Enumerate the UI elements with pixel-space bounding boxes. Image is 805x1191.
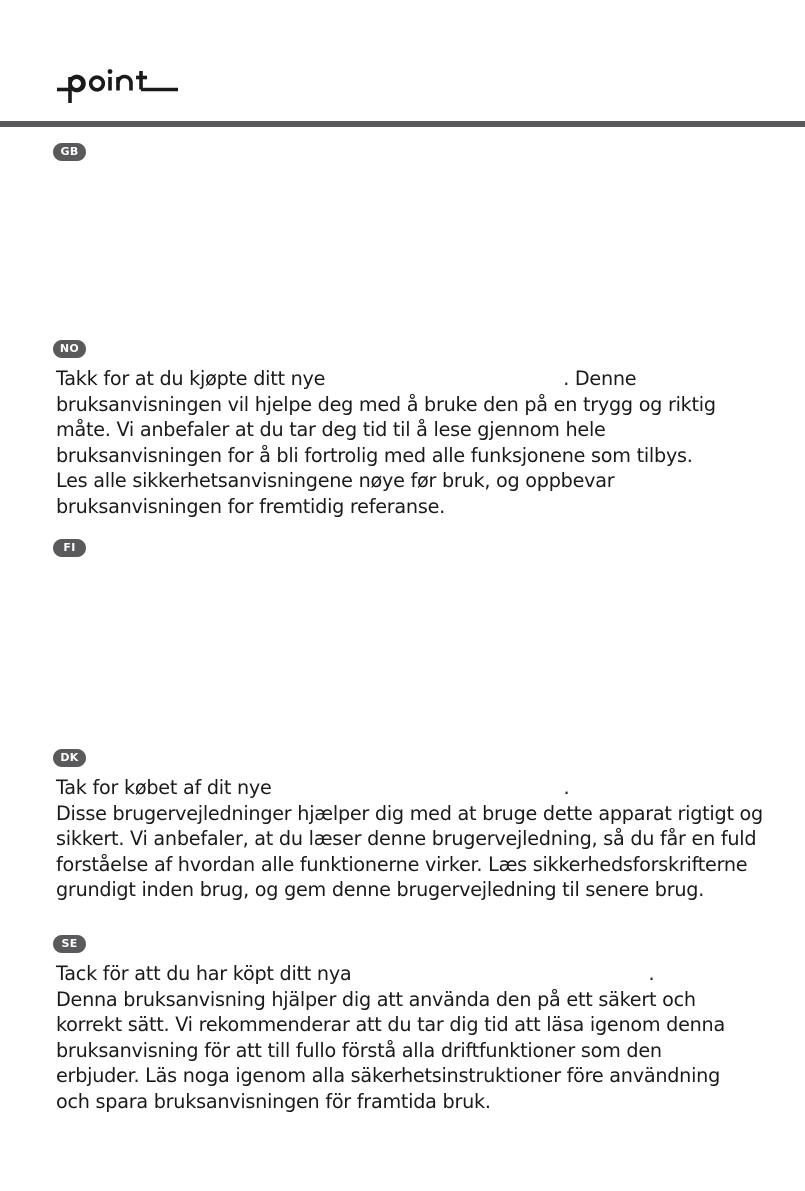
header-divider — [0, 121, 805, 127]
language-badge-fi: FI — [53, 539, 86, 557]
se-line-5: erbjuder. Läs noga igenom alla säkerhetsinstruktioner före användning — [56, 1064, 720, 1088]
se-line-4: bruksanvisning för att till fullo förstå alla driftfunktioner som den — [56, 1038, 662, 1062]
se-line-1: Tack för att du har köpt ditt nya . — [56, 962, 655, 985]
no-line-5: Les alle sikkerhetsanvisningene nøye før bruk, og oppbevar — [56, 469, 615, 493]
se-line-6: och spara bruksanvisningen för framtida bruk. — [56, 1089, 491, 1113]
section-dk-text — [56, 775, 796, 903]
dk-line-3: sikkert. Vi anbefaler, at du læser denne brugervejledning, så du får en fuld — [56, 827, 757, 851]
language-badge-gb: GB — [53, 143, 86, 161]
no-line-2: bruksanvisningen vil hjelpe deg med å bruke den på en trygg og riktig — [56, 392, 716, 416]
no-line-4: bruksanvisningen for å bli fortrolig med alle funksjonene som tilbys. — [56, 443, 693, 467]
section-se-text — [56, 961, 796, 1115]
section-no-text — [56, 366, 796, 520]
no-line-6: bruksanvisningen for fremtidig referanse. — [56, 494, 445, 518]
point-logo — [55, 62, 185, 112]
language-badge-no: NO — [53, 340, 86, 358]
se-line-2: Denna bruksanvisning hjälper dig att använda den på ett säkert och — [56, 987, 696, 1011]
no-line-1: Takk for at du kjøpte ditt nye . Denne — [56, 367, 637, 390]
language-badge-se: SE — [53, 935, 86, 953]
dk-line-4: forståelse af hvordan alle funktionerne virker. Læs sikkerhedsforskrifterne — [56, 852, 748, 876]
dk-line-5: grundigt inden brug, og gem denne brugervejledning til senere brug. — [56, 878, 705, 902]
se-line-3: korrekt sätt. Vi rekommenderar att du tar dig tid att läsa igenom denna — [56, 1013, 725, 1037]
language-badge-dk: DK — [53, 749, 86, 767]
dk-line-1: Tak for købet af dit nye . — [56, 776, 570, 799]
no-line-3: måte. Vi anbefaler at du tar deg tid til å lese gjennom hele — [56, 418, 606, 442]
dk-line-2: Disse brugervejledninger hjælper dig med at bruge dette apparat rigtigt og — [56, 801, 763, 825]
point-logo-mark — [55, 62, 185, 112]
